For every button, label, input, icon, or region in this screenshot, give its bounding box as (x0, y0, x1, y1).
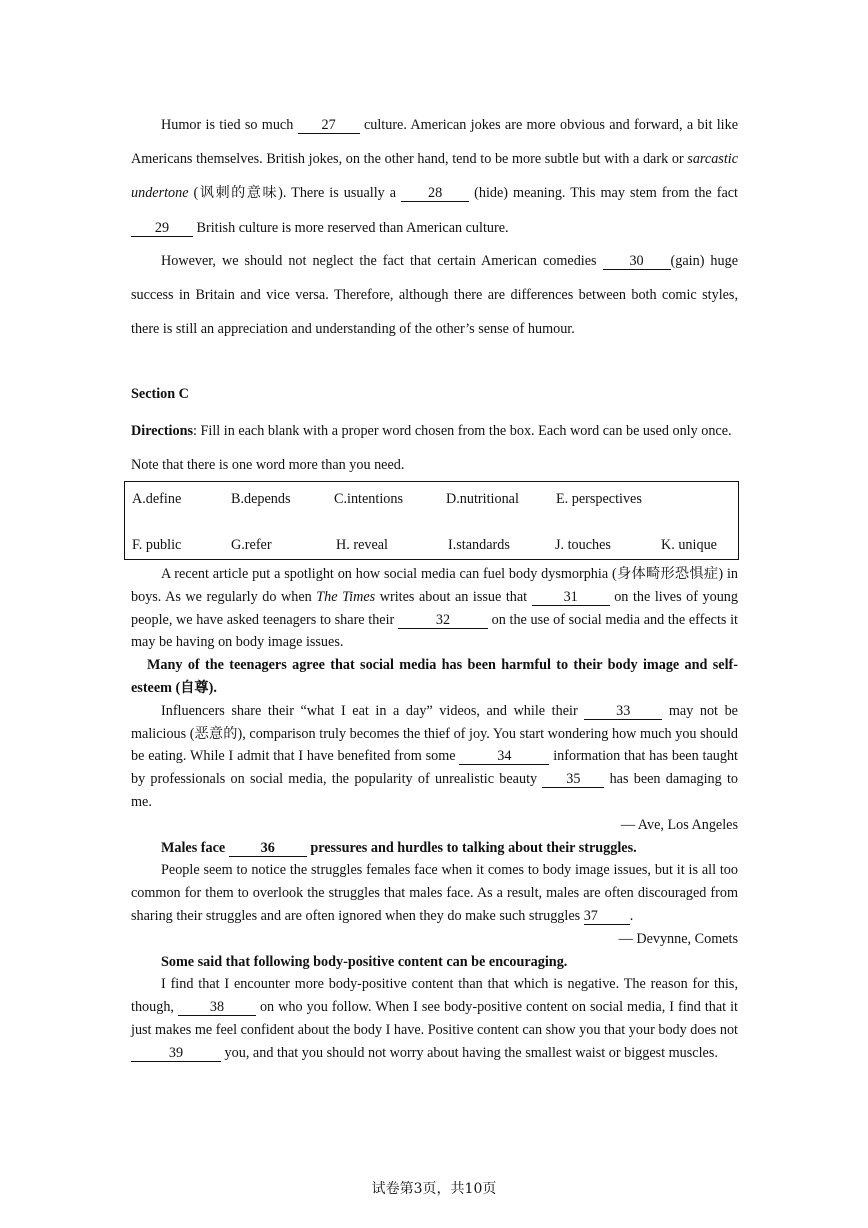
text: British culture is more reserved than American culture. (193, 219, 509, 236)
directions-text: : Fill in each blank with a proper word chosen from the box. Each word can be used only once. Note that there is one word more than you need. (131, 423, 732, 473)
text: on the lives of young people, we have asked teenagers to share their (131, 588, 738, 628)
word-option: H. reveal (336, 537, 388, 553)
blank-32: 32 (398, 613, 488, 629)
blank-38: 38 (178, 1000, 256, 1016)
passage-paragraph (131, 973, 738, 1064)
text: Males face (161, 839, 229, 856)
passage-paragraph (131, 700, 738, 814)
page-footer: 试卷第3页，共10页 (371, 1181, 497, 1197)
text: has been damaging to me. (131, 771, 738, 810)
blank-35: 35 (542, 772, 604, 788)
word-option: J. touches (555, 537, 611, 553)
blank-33: 33 (584, 704, 662, 720)
passage-heading: Many of the teenagers agree that social media has been harmful to their body image and self-esteem (自尊). (131, 657, 738, 696)
passage-heading: Some said that following body-positive content can be encouraging. (161, 953, 568, 970)
blank-36: 36 (229, 841, 307, 857)
text: (gain) huge success in Britain and vice versa. Therefore, although there are differences between both comic styles, there is still an appreciation and understanding of the other’s sense of humour. (131, 253, 738, 338)
word-option: C.intentions (334, 491, 403, 507)
text: (讽刺的意味). There is usually a (188, 185, 402, 202)
blank-34: 34 (459, 749, 549, 765)
signature: — Ave, Los Angeles (620, 816, 738, 833)
blank-30: 30 (603, 254, 671, 270)
blank-37: 37 (584, 909, 630, 925)
word-option: B.depends (231, 491, 291, 507)
word-option: G.refer (231, 537, 272, 553)
word-option: F. public (132, 537, 182, 553)
text: on who you follow. When I see body-positive content on social media, I find that it just makes me feel confident about the body I have. Positive content can show you that your body does not (131, 999, 738, 1038)
text: (hide) meaning. This may stem from the fact (469, 185, 739, 202)
text: writes about an issue that (375, 588, 532, 605)
blank-28: 28 (401, 186, 469, 202)
word-option: D.nutritional (446, 491, 519, 507)
passage-heading (131, 837, 738, 860)
word-box (124, 481, 739, 560)
word-option: I.standards (448, 537, 510, 553)
italic-term: sarcastic undertone (131, 151, 738, 202)
text: culture. American jokes are more obvious and forward, a bit like Americans themselves. British jokes, on the other hand, tend to be more subtle but with a dark or (131, 117, 738, 168)
text: may not be malicious (恶意的), comparison truly becomes the thief of joy. You start wondering how much you should be eating. While I admit that I have benefited from some (131, 702, 738, 765)
humor-paragraph-2 (131, 244, 738, 347)
text: Humor is tied so much (161, 117, 298, 133)
text: People seem to notice the struggles females face when it comes to body image issues, but it is all too common for them to overlook the struggles that males face. As a result, males are often discouraged from sharing their struggles and are often ignored when they do make such struggles (131, 862, 738, 924)
section-c-title: Section C (131, 386, 189, 402)
text: on the use of social media and the effects it may be having on body image issues. (131, 611, 738, 651)
word-option: E. perspectives (556, 491, 642, 507)
passage-paragraph (131, 563, 738, 654)
body-image-passage (131, 563, 738, 1065)
blank-39: 39 (131, 1046, 221, 1062)
text: pressures and hurdles to talking about their struggles. (306, 839, 637, 856)
word-option: K. unique (661, 537, 717, 553)
directions-label: Directions (131, 423, 193, 439)
directions (131, 414, 738, 482)
blank-31: 31 (532, 590, 610, 606)
humor-paragraph-1 (131, 108, 738, 245)
passage-paragraph (131, 859, 738, 927)
word-option: A.define (132, 491, 182, 507)
text: . (629, 907, 634, 924)
text: Influencers share their “what I eat in a day” videos, and while their (161, 702, 585, 719)
blank-29: 29 (131, 221, 193, 237)
text: you, and that you should not worry about having the smallest waist or biggest muscles. (221, 1044, 718, 1061)
blank-27: 27 (298, 118, 360, 134)
text: However, we should not neglect the fact that certain American comedies (161, 253, 603, 269)
italic-title: The Times (316, 588, 376, 605)
text: I find that I encounter more body-positive content than that which is negative. The reason for this, though, (131, 976, 738, 1016)
signature: — Devynne, Comets (618, 930, 738, 947)
text: A recent article put a spotlight on how social media can fuel body dysmorphia (身体畸形恐惧症) in boys. As we regularly do when (131, 566, 738, 605)
text: information that has been taught by professionals on social media, the popularity of unrealistic beauty (131, 748, 738, 788)
